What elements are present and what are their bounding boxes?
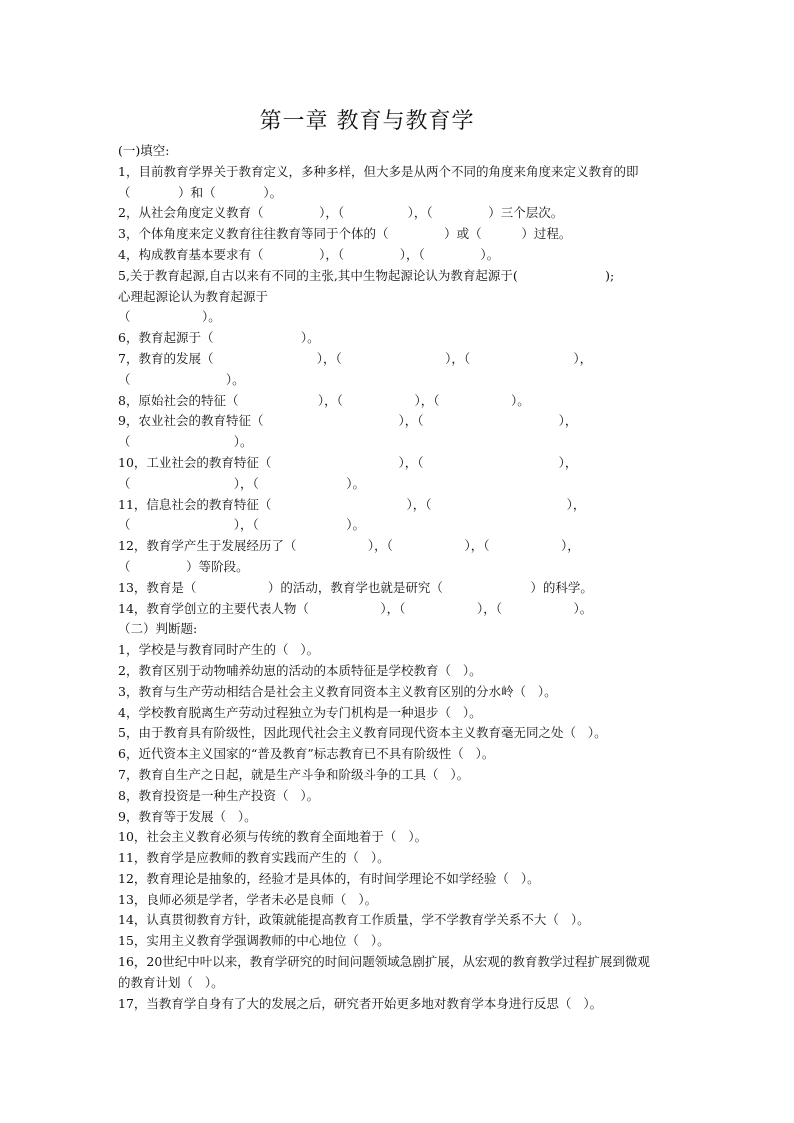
section-heading-fill-blank: (一)填空: [118, 143, 170, 158]
question-line: 12，教育理论是抽象的，经验才是具体的，有时间学理论不如学经验（ ）。 [118, 870, 540, 886]
question-line: 8，原始社会的特征（ ），（ ），（ ）。 [118, 392, 530, 408]
question-line: 13，教育是（ ）的活动，教育学也就是研究（ ）的科学。 [118, 579, 593, 595]
page-title: 第一章 教育与教育学 [259, 109, 475, 134]
question-line: 的教育计划（ ）。 [118, 974, 224, 990]
question-line: （ ），（ ）。 [118, 517, 365, 533]
question-line: （ ）。 [118, 371, 245, 387]
question-line: 1，目前教育学界关于教育定义，多种多样，但大多是从两个不同的角度来角度来定义教育的即 [118, 163, 639, 179]
question-line: 心理起源论认为教育起源于 [118, 288, 269, 304]
question-line: 9，教育等于发展（ ）。 [118, 808, 257, 824]
question-line: 14，认真贯彻教育方针，政策就能提高教育工作质量，学不学教育学关系不大（ ）。 [118, 912, 590, 928]
question-line: 2，教育区别于动物哺养幼崽的活动的本质特征是学校教育（ ）。 [118, 662, 482, 678]
question-line: 17，当教育学自身有了大的发展之后，研究者开始更多地对教育学本身进行反思（ ）。 [118, 995, 603, 1011]
question-line: 3，个体角度来定义教育往往教育等同于个体的（ ）或（ ）过程。 [118, 226, 572, 242]
question-line: 5，由于教育具有阶级性，因此现代社会主义教育同现代资本主义教育毫无同之处（ ）。 [118, 725, 607, 741]
question-line: 9，农业社会的教育特征（ ），（ ）， [118, 413, 578, 429]
question-line: 2，从社会角度定义教育（ ），（ ），（ ）三个层次。 [118, 205, 564, 221]
question-line: 3，教育与生产劳动相结合是社会主义教育同资本主义教育区别的分水岭（ ）。 [118, 683, 557, 699]
question-line: 4，构成教育基本要求有（ ），（ ），（ ）。 [118, 246, 500, 262]
section-heading-true-false: （二）判断题: [118, 621, 198, 637]
question-line: 11，教育学是应教师的教育实践而产生的（ ）。 [118, 850, 390, 866]
question-line: 1，学校是与教育同时产生的（ ）。 [118, 642, 320, 658]
question-line: 11，信息社会的教育特征（ ），（ ）， [118, 496, 586, 512]
question-line: 13，良师必须是学者，学者未必是良师（ ）。 [118, 891, 378, 907]
question-line: 12，教育学产生于发展经历了（ ），（ ），（ ）， [118, 538, 580, 554]
question-line: （ ）。 [118, 309, 221, 325]
question-line: 10，社会主义教育必须与传统的教育全面地着于（ ）。 [118, 829, 428, 845]
question-line: 15，实用主义教育学强调教师的中心地位（ ）。 [118, 933, 390, 949]
question-line: 7，教育的发展（ ），（ ），（ ）， [118, 350, 593, 366]
question-line: 8，教育投资是一种生产投资（ ）。 [118, 787, 320, 803]
document-body [118, 141, 678, 1014]
question-line: （ ）。 [118, 434, 253, 450]
question-line: 6，近代资本主义国家的“普及教育”标志教育已不具有阶级性（ ）。 [118, 746, 495, 762]
question-line: （ ）等阶段。 [118, 558, 249, 574]
question-line: （ ），（ ）。 [118, 475, 365, 491]
question-line: 10，工业社会的教育特征（ ），（ ）， [118, 454, 578, 470]
question-line: 7，教育自生产之日起，就是生产斗争和阶级斗争的工具（ ）。 [118, 766, 470, 782]
question-line: 16，20世纪中叶以来，教育学研究的时间问题领域急剧扩展，从宏观的教育教学过程扩展到微观 [118, 954, 650, 970]
question-line: 4，学校教育脱离生产劳动过程独立为专门机构是一种退步（ ）。 [118, 704, 482, 720]
question-line: 6，教育起源于（ ）。 [118, 330, 320, 346]
question-line: 5,关于教育起源,自古以来有不同的主张,其中生物起源论认为教育起源于( ); [118, 267, 615, 283]
question-line: 14，教育学创立的主要代表人物（ ），（ ），（ ）。 [118, 600, 593, 616]
question-line: （ ）和（ ）。 [118, 184, 283, 200]
